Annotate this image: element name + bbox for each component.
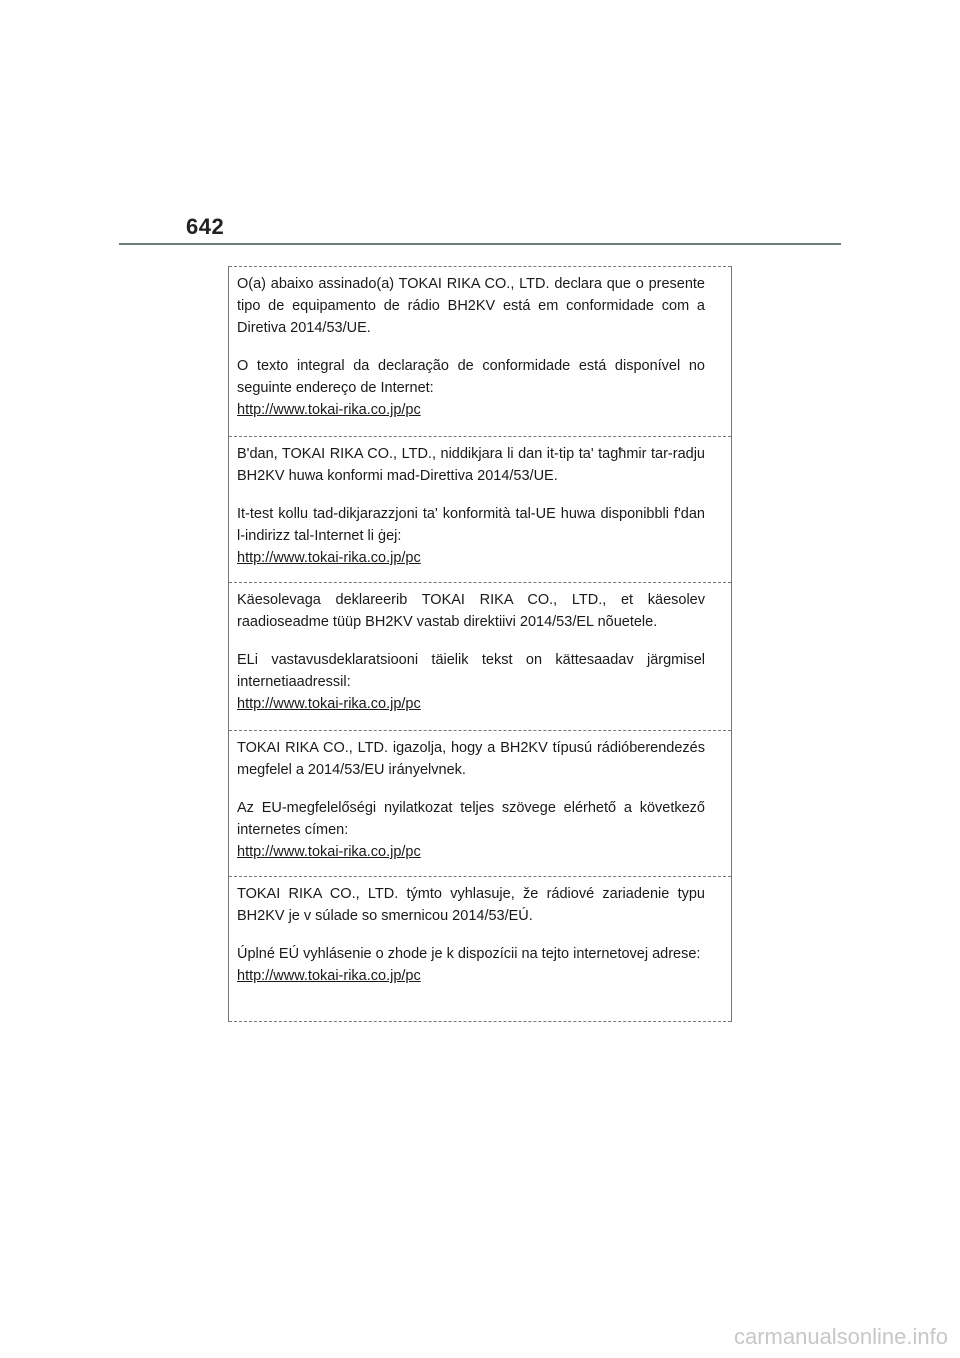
declaration-availability: O texto integral da declaração de conformidade está disponível no seguinte endereço de Internet: [237, 358, 705, 396]
declaration-estonian [229, 582, 731, 730]
watermark-text: carmanualsonline.info [733, 1324, 948, 1349]
declaration-maltese [229, 436, 731, 582]
declaration-link[interactable]: http://www.tokai-rika.co.jp/pc [237, 402, 421, 418]
declaration-link[interactable]: http://www.tokai-rika.co.jp/pc [237, 696, 421, 712]
declaration-statement: B'dan, TOKAI RIKA CO., LTD., niddikjara li dan it-tip ta' tagħmir tar-radju BH2KV huwa konformi mad-Direttiva 2014/53/UE. [237, 446, 705, 484]
declaration-link[interactable]: http://www.tokai-rika.co.jp/pc [237, 968, 421, 984]
declaration-availability: Úplné EÚ vyhlásenie o zhode je k dispozícii na tejto internetovej adrese: [237, 946, 701, 962]
declaration-statement: O(a) abaixo assinado(a) TOKAI RIKA CO., LTD. declara que o presente tipo de equipamento de rádio BH2KV está em conformidade com a Diretiva 2014/53/UE. [237, 276, 705, 336]
declaration-availability: ELi vastavusdeklaratsiooni täielik tekst on kättesaadav järgmisel internetiaadressil: [237, 652, 705, 690]
declaration-statement: TOKAI RIKA CO., LTD. igazolja, hogy a BH2KV típusú rádióberendezés megfelel a 2014/53/EU irányelvnek. [237, 740, 705, 778]
declarations-table [228, 266, 732, 1022]
declaration-slovak [229, 876, 731, 1022]
declaration-statement: Käesolevaga deklareerib TOKAI RIKA CO., LTD., et käesolev raadioseadme tüüp BH2KV vastab direktiivi 2014/53/EL nõuetele. [237, 592, 705, 630]
declaration-hungarian [229, 730, 731, 876]
declaration-availability: It-test kollu tad-dikjarazzjoni ta' konformità tal-UE huwa disponibbli f'dan l-indirizz tal-Internet li ġej: [237, 506, 705, 544]
declaration-statement: TOKAI RIKA CO., LTD. týmto vyhlasuje, že rádiové zariadenie typu BH2KV je v súlade so smernicou 2014/53/EÚ. [237, 886, 705, 924]
declaration-portuguese [229, 266, 731, 436]
declaration-availability: Az EU-megfelelőségi nyilatkozat teljes szövege elérhető a következő internetes címen: [237, 800, 705, 838]
declaration-link[interactable]: http://www.tokai-rika.co.jp/pc [237, 844, 421, 860]
page-number: 642 [186, 214, 225, 239]
header-rule [119, 243, 841, 245]
declaration-link[interactable]: http://www.tokai-rika.co.jp/pc [237, 550, 421, 566]
